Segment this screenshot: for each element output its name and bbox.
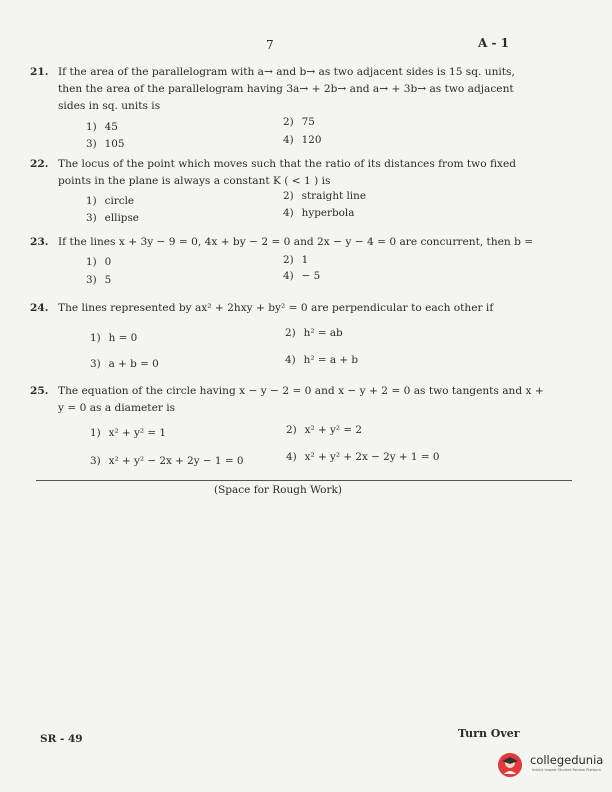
question-text: If the lines x + 3y − 9 = 0, 4x + by − 2 = 0 and 2x − y − 4 = 0 are concurrent, then b =	[58, 236, 534, 248]
option: 2) 1	[283, 254, 309, 266]
question-22	[30, 156, 590, 190]
option: 3) x² + y² − 2x + 2y − 1 = 0	[90, 455, 244, 467]
question-number: 22.	[30, 158, 49, 170]
option: 1) 45	[86, 121, 118, 133]
option: 4) h² = a + b	[285, 354, 358, 366]
paper-code: A - 1	[478, 36, 509, 50]
turn-over-label: Turn Over	[458, 727, 520, 740]
divider-line	[36, 480, 572, 481]
page-number: 7	[266, 38, 274, 52]
question-number: 25.	[30, 385, 49, 397]
collegedunia-logo-text: collegedunia	[530, 753, 604, 767]
option: 3) 5	[86, 274, 112, 286]
collegedunia-logo-icon	[497, 752, 523, 778]
option: 3) ellipse	[86, 212, 139, 224]
question-number: 24.	[30, 302, 49, 314]
option: 1) h = 0	[90, 332, 138, 344]
option: 2) 75	[283, 116, 315, 128]
question-text: If the area of the parallelogram with a→ and b→ as two adjacent sides is 15 sq. units, then the area of the parallelogram having 3a→ + 2b→ and a→ + 3b→ as two adjacent sides in sq. units is	[58, 66, 515, 112]
option: 2) x² + y² = 2	[286, 424, 362, 436]
option: 1) x² + y² = 1	[90, 427, 166, 439]
option: 1) 0	[86, 256, 112, 268]
question-text: The locus of the point which moves such that the ratio of its distances from two fixed points in the plane is always a constant K ( < 1 ) is	[58, 158, 517, 187]
question-text: The lines represented by ax² + 2hxy + by² = 0 are perpendicular to each other if	[58, 302, 494, 314]
option: 3) 105	[86, 138, 125, 150]
option: 2) h² = ab	[285, 327, 343, 339]
question-23	[30, 234, 590, 251]
question-21	[30, 64, 590, 115]
option: 1) circle	[86, 195, 135, 207]
option: 4) x² + y² + 2x − 2y + 1 = 0	[286, 451, 440, 463]
option: 3) a + b = 0	[90, 358, 159, 370]
footer-code: SR - 49	[40, 733, 83, 745]
rough-work-label: (Space for Rough Work)	[214, 484, 342, 496]
question-text: The equation of the circle having x − y − 2 = 0 and x − y + 2 = 0 as two tangents and x + y = 0 as a diameter is	[58, 385, 544, 414]
question-24	[30, 300, 590, 317]
option: 4) hyperbola	[283, 207, 355, 219]
question-number: 21.	[30, 66, 49, 78]
option: 2) straight line	[283, 190, 366, 202]
option: 4) 120	[283, 134, 322, 146]
question-number: 23.	[30, 236, 49, 248]
question-25	[30, 383, 590, 417]
option: 4) − 5	[283, 270, 321, 282]
collegedunia-tagline: India's largest Student Review Platform	[532, 768, 601, 772]
